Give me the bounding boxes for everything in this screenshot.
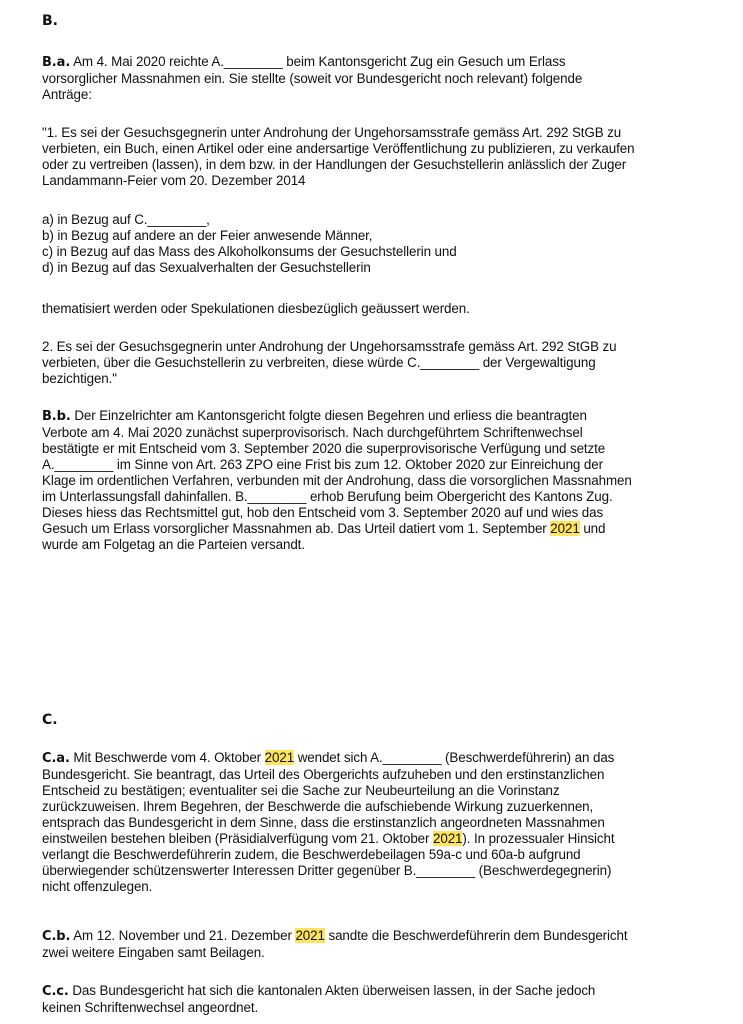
section-heading-b: B. bbox=[42, 13, 58, 29]
quote-request-2 bbox=[42, 339, 732, 387]
list-item-c: c) in Bezug auf das Mass des Alkoholkonsums der Gesuchstellerin und bbox=[42, 244, 457, 259]
paragraph-label-ba: B.a. bbox=[42, 55, 71, 70]
paragraph-ca-line-1 bbox=[42, 750, 732, 767]
paragraph-cc bbox=[42, 983, 732, 1016]
paragraph-bb-line-7: Dieses hiess das Rechtsmittel gut, hob den Entscheid vom 3. September 2020 auf und wies das bbox=[42, 505, 604, 520]
paragraph-label-cb: C.b. bbox=[42, 929, 71, 944]
paragraph-cb-line-1 bbox=[42, 928, 732, 945]
list-item-a: a) in Bezug auf C.________, bbox=[42, 212, 210, 227]
paragraph-bb-text-8b: und bbox=[583, 521, 606, 536]
quote-request-1 bbox=[42, 125, 732, 189]
paragraph-ca-line-8: überwiegender schützenswerter Interessen Dritter gegenüber B.________ (Beschwerdegegnerin) bbox=[42, 863, 612, 878]
paragraph-ba-line-3: Anträge: bbox=[42, 87, 92, 102]
paragraph-ba-line-1 bbox=[42, 54, 732, 71]
paragraph-cc-line-2: keinen Schriftenwechsel angeordnet. bbox=[42, 1000, 259, 1015]
quote1-line-3: oder zu vertreiben (lassen), in dem bzw. in der Handlungen der Gesuchstellerin anlässlich der Zuger bbox=[42, 157, 627, 172]
quote2-line-2: verbieten, über die Gesuchstellerin zu verbreiten, diese würde C.________ der Vergewaltigung bbox=[42, 355, 596, 370]
paragraph-bb bbox=[42, 408, 732, 553]
paragraph-label-ca: C.a. bbox=[42, 751, 70, 766]
section-heading-c: C. bbox=[42, 712, 58, 728]
thematisiert-line bbox=[42, 301, 732, 317]
paragraph-bb-line-8 bbox=[42, 521, 732, 537]
list-item-d: d) in Bezug auf das Sexualverhalten der Gesuchstellerin bbox=[42, 260, 371, 275]
paragraph-bb-text-1: Der Einzelrichter am Kantonsgericht folgte diesen Begehren und erliess die beantragten bbox=[74, 408, 587, 423]
paragraph-ca-line-5: entsprach das Bundesgericht in dem Sinne, dass die erstinstanzlich angeordneten Massnahmen bbox=[42, 815, 605, 830]
paragraph-label-bb: B.b. bbox=[42, 409, 71, 424]
paragraph-ba-line-2: vorsorglicher Massnahmen ein. Sie stellte (soweit vor Bundesgericht noch relevant) folgende bbox=[42, 71, 583, 86]
year-highlight: 2021 bbox=[433, 831, 463, 846]
paragraph-ca-line-4: zurückzuweisen. Ihrem Begehren, der Beschwerde die aufschiebende Wirkung zuzuerkennen, bbox=[42, 799, 594, 814]
paragraph-bb-line-2: Verbote am 4. Mai 2020 zunächst superprovisorisch. Nach durchgeführtem Schriftenwechsel bbox=[42, 425, 583, 440]
paragraph-cb-text-1a: Am 12. November und 21. Dezember bbox=[73, 928, 292, 943]
paragraph-cc-text-1: Das Bundesgericht hat sich die kantonalen Akten überweisen lassen, in der Sache jedoch bbox=[72, 983, 596, 998]
paragraph-ca-line-6 bbox=[42, 831, 732, 847]
paragraph-bb-line-3: bestätigte er mit Entscheid vom 3. September 2020 die superprovisorische Verfügung und setzte bbox=[42, 441, 606, 456]
paragraph-ca-text-6a: einstweilen bestehen bleiben (Präsidialverfügung vom 21. Oktober bbox=[42, 831, 430, 846]
paragraph-ca-line-3: Entscheid zu bestätigen; eventualiter sei die Sache zur Neubeurteilung an die Vorinstanz bbox=[42, 783, 560, 798]
paragraph-ca-text-1b: wendet sich A.________ (Beschwerdeführerin) an das bbox=[297, 750, 615, 765]
year-highlight: 2021 bbox=[264, 750, 295, 765]
paragraph-ca bbox=[42, 750, 732, 895]
paragraph-cb bbox=[42, 928, 732, 961]
quote2-line-3: bezichtigen." bbox=[42, 371, 117, 386]
year-highlight: 2021 bbox=[295, 928, 325, 943]
quote1-line-4: Landammann-Feier vom 20. Dezember 2014 bbox=[42, 173, 306, 188]
paragraph-ca-line-2: Bundesgericht. Sie beantragt, das Urteil des Obergerichts aufzuheben und den erstinstanzlichen bbox=[42, 767, 605, 782]
request-list bbox=[42, 212, 732, 276]
paragraph-ba-text-1: Am 4. Mai 2020 reichte A.________ beim Kantonsgericht Zug ein Gesuch um Erlass bbox=[73, 54, 566, 69]
quote2-line-1: 2. Es sei der Gesuchsgegnerin unter Androhung der Ungehorsamsstrafe gemäss Art. 292 StGB zu bbox=[42, 339, 617, 354]
paragraph-bb-line-1 bbox=[42, 408, 732, 425]
paragraph-ba bbox=[42, 54, 732, 103]
quote1-line-1: "1. Es sei der Gesuchsgegnerin unter Androhung der Ungehorsamsstrafe gemäss Art. 292 StGB zu bbox=[42, 125, 622, 140]
paragraph-ca-line-7: verlangt die Beschwerdeführerin zudem, die Beschwerdebeilagen 59a-c und 60a-b aufgrund bbox=[42, 847, 581, 862]
paragraph-bb-text-8: Gesuch um Erlass vorsorglicher Massnahmen ab. Das Urteil datiert vom 1. September bbox=[42, 521, 547, 536]
paragraph-ca-text-1a: Mit Beschwerde vom 4. Oktober bbox=[73, 750, 262, 765]
year-highlight: 2021 bbox=[550, 521, 580, 536]
paragraph-bb-line-4: A.________ im Sinne von Art. 263 ZPO eine Frist bis zum 12. Oktober 2020 zur Einreichung der bbox=[42, 457, 603, 472]
quote1-line-2: verbieten, ein Buch, einen Artikel oder eine andersartige Veröffentlichung zu publizieren, zu verkaufen bbox=[42, 141, 635, 156]
paragraph-bb-line-6: im Unterlassungsfall dahinfallen. B.________ erhob Berufung beim Obergericht des Kantons Zug. bbox=[42, 489, 613, 504]
paragraph-cc-line-1 bbox=[42, 983, 732, 1000]
thematisiert-text: thematisiert werden oder Spekulationen diesbezüglich geäussert werden. bbox=[42, 301, 470, 316]
paragraph-ca-line-9: nicht offenzulegen. bbox=[42, 879, 153, 894]
list-item-b: b) in Bezug auf andere an der Feier anwesende Männer, bbox=[42, 228, 373, 243]
paragraph-bb-line-9: wurde am Folgetag an die Parteien versandt. bbox=[42, 537, 305, 552]
paragraph-bb-line-5: Klage im ordentlichen Verfahren, verbunden mit der Androhung, dass die vorsorglichen Massnahmen bbox=[42, 473, 632, 488]
paragraph-cb-text-1b: sandte die Beschwerdeführerin dem Bundesgericht bbox=[328, 928, 628, 943]
paragraph-cb-line-2: zwei weitere Eingaben samt Beilagen. bbox=[42, 945, 265, 960]
paragraph-ca-text-6b: ). In prozessualer Hinsicht bbox=[462, 831, 615, 846]
paragraph-label-cc: C.c. bbox=[42, 984, 69, 999]
